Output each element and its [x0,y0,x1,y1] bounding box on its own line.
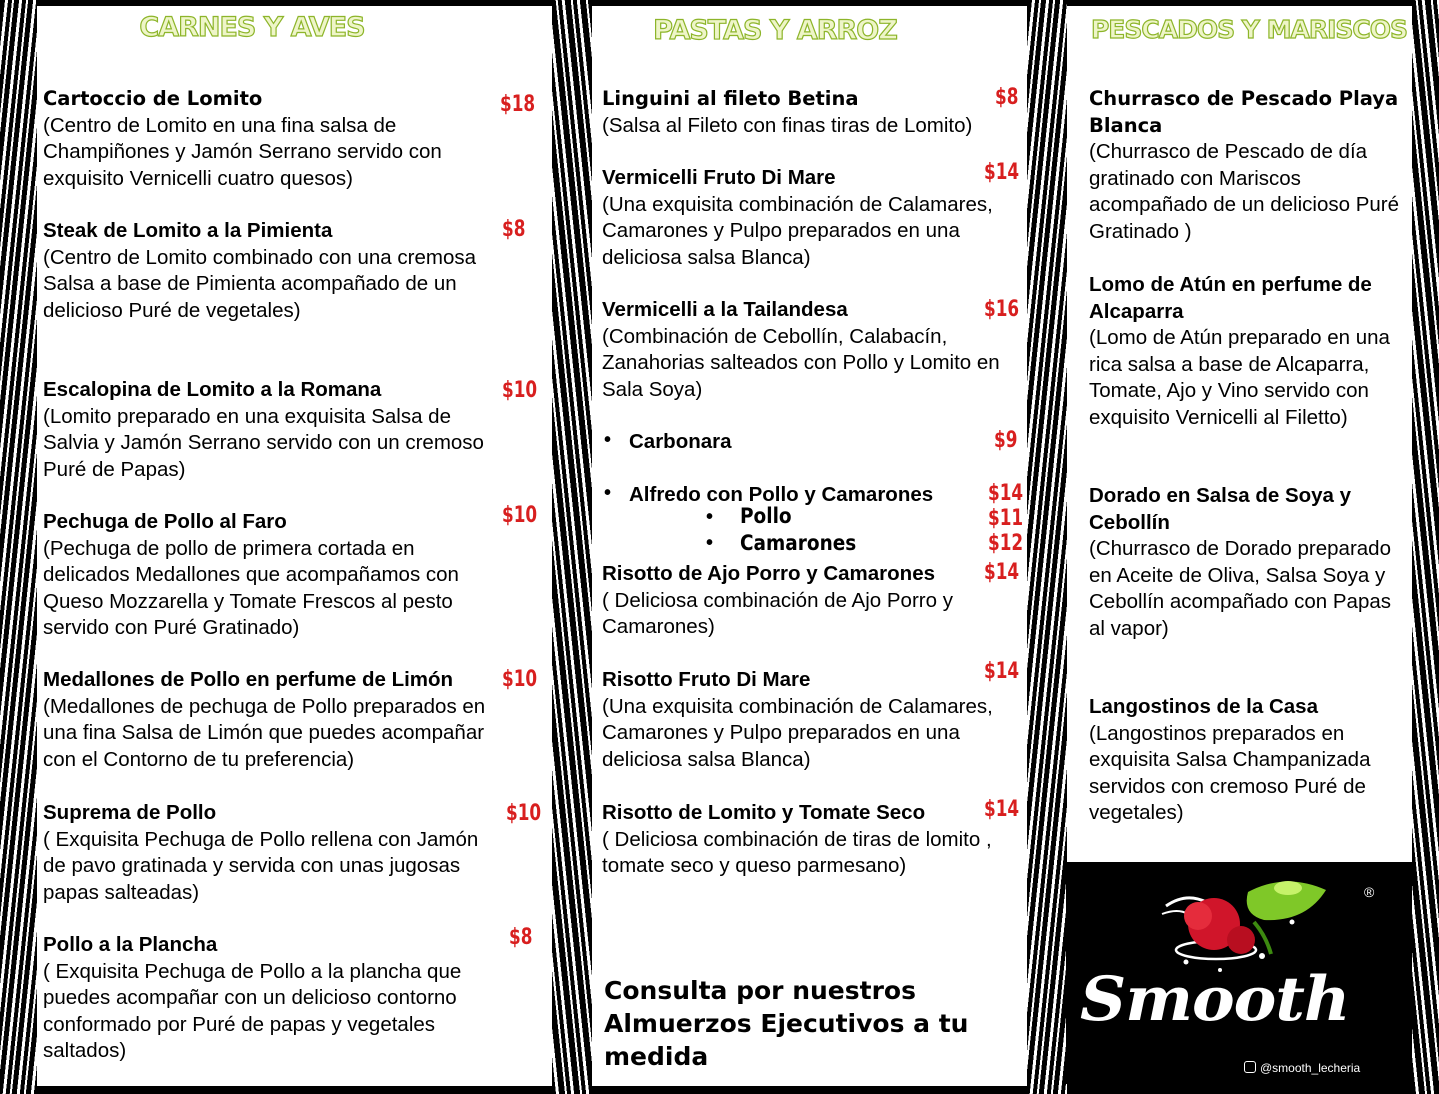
menu-item [43,377,498,483]
item-price: $10 [506,801,542,826]
item-price: $10 [502,378,538,403]
menu-item [43,509,505,642]
menu-item [602,86,1022,139]
item-price: $14 [988,481,1024,506]
item-name: Risotto de Lomito y Tomate Seco [602,801,926,824]
bullet-point: • [706,532,714,554]
item-name: Langostinos de la Casa [1089,695,1318,718]
item-name: Suprema de Pollo [43,801,217,824]
item-name: Vermicelli a la Tailandesa [602,298,848,321]
menu-item [602,297,1022,403]
item-name: Lomo de Atún en perfume de Alcaparra [1089,273,1372,323]
item-desc: (Salsa al Fileto con finas tiras de Lomito) [602,113,973,137]
item-desc: ( Deliciosa combinación de Ajo Porro y Camarones) [602,588,953,638]
menu-item [602,165,1022,271]
promo-text: Consulta por nuestros Almuerzos Ejecutivos a tu medida [604,976,969,1071]
stripe-border-mid-right [1027,0,1067,1094]
item-desc: (Churrasco de Pescado de día gratinado con Mariscos acompañado de un delicioso Puré Gratinado ) [1089,140,1399,243]
item-price: $10 [502,667,538,692]
item-desc: (Langostinos preparados en exquisita Salsa Champanizada servidos con cremoso Puré de vegetales) [1089,721,1371,824]
item-name: Medallones de Pollo en perfume de Limón [43,668,454,691]
menu-item [602,667,1022,773]
item-desc: (Churrasco de Dorado preparado en Aceite de Oliva, Salsa Soya y Cebollín acompañado con Papas al vapor) [1089,537,1392,640]
item-price: $14 [984,797,1020,822]
item-name: Steak de Lomito a la Pimienta [43,219,333,242]
item-name: Escalopina de Lomito a la Romana [43,378,382,401]
item-name: Linguini al fileto Betina [602,87,859,110]
item-price: $14 [984,160,1020,185]
item-price: $14 [984,659,1020,684]
menu-item [43,86,498,192]
item-name: Churrasco de Pescado Playa Blanca [1089,87,1399,137]
stripe-border-mid-left [552,0,592,1094]
item-price: $8 [502,217,526,242]
item-price: $16 [984,297,1020,322]
bullet-point: • [604,482,612,504]
item-desc: (Una exquisita combinación de Calamares, Camarones y Pulpo preparados en una deliciosa salsa Blanca) [602,694,993,771]
item-price: $12 [988,531,1024,556]
stripe-border-right [1412,0,1439,1094]
smooth-logo [1066,862,1412,1084]
item-price: $14 [984,560,1020,585]
item-name: Risotto de Ajo Porro y Camarones [602,562,935,585]
registered-mark: ® [1364,884,1375,900]
item-name: Carbonara [629,430,732,453]
menu-item [602,800,1024,880]
section-title-carnes: CARNES Y AVES [139,12,365,43]
item-option-name: Pollo [740,504,792,528]
item-desc: ( Exquisita Pechuga de Pollo rellena con Jamón de pavo gratinada y servida con unas jugosas papas salteadas) [43,827,479,904]
item-desc: (Combinación de Cebollín, Calabacín, Zanahorias salteados con Pollo y Lomito en Sala Soya) [602,324,1000,401]
menu-item [43,932,505,1065]
menu-item [43,800,498,906]
item-desc: (Medallones de pechuga de Pollo preparados en una fina Salsa de Limón que puedes acompañar con el Contorno de tu preferencia) [43,694,486,771]
social-handle-text: @smooth_lecheria [1260,1061,1361,1075]
menu-item [43,218,498,324]
instagram-icon [1244,1061,1256,1073]
item-name: Pollo a la Plancha [43,933,218,956]
bullet-point: • [604,429,612,451]
menu-item [1089,483,1407,642]
brand-name: Smooth [1080,963,1350,1036]
item-name: Dorado en Salsa de Soya y Cebollín [1089,484,1352,534]
section-title-pastas: PASTAS Y ARROZ [653,15,897,46]
item-desc: (Lomito preparado en una exquisita Salsa de Salvia y Jamón Serrano servido con un cremoso Puré de Papas) [43,404,484,481]
menu-item [1089,86,1407,245]
item-price: $8 [509,925,533,950]
item-name: Risotto Fruto Di Mare [602,668,811,691]
item-price: $8 [995,85,1019,110]
item-desc: ( Exquisita Pechuga de Pollo a la plancha que puedes acompañar con un delicioso contorno conformado por Puré de papas y vegetales saltados) [43,959,462,1062]
item-price: $18 [500,92,536,117]
menu-item [1089,694,1407,827]
item-name: Pechuga de Pollo al Faro [43,510,287,533]
social-handle [1244,1061,1360,1075]
item-desc: (Centro de Lomito en una fina salsa de Champiñones y Jamón Serrano servido con exquisito Vernicelli cuatro quesos) [43,113,442,190]
item-name: Cartoccio de Lomito [43,87,263,110]
menu-item [1089,272,1407,431]
bullet-point: • [706,506,714,528]
item-desc: (Una exquisita combinación de Calamares, Camarones y Pulpo preparados en una deliciosa salsa Blanca) [602,192,993,269]
menu-item [602,561,1022,641]
stripe-border-left [0,0,37,1094]
menu-item [629,429,732,456]
item-name: Vermicelli Fruto Di Mare [602,166,836,189]
section-title-pescados: PESCADOS Y MARISCOS [1090,15,1407,44]
item-desc: (Pechuga de pollo de primera cortada en delicados Medallones que acompañamos con Queso Mozzarella y Tomate Frescos al pesto servido con Puré Gratinado) [43,536,459,639]
item-price: $10 [502,503,538,528]
item-name: Alfredo con Pollo y Camarones [629,483,934,506]
menu-item [43,667,505,773]
item-desc: (Lomo de Atún preparado en una rica salsa a base de Alcaparra, Tomate, Ajo y Vino servido con exquisito Vernicelli al Filetto) [1089,326,1390,429]
item-option-name: Camarones [740,531,857,555]
item-desc: ( Deliciosa combinación de tiras de lomito , tomate seco y queso parmesano) [602,827,992,877]
item-desc: (Centro de Lomito combinado con una cremosa Salsa a base de Pimienta acompañado de un delicioso Puré de vegetales) [43,245,477,322]
item-price: $11 [988,506,1024,531]
item-price: $9 [994,428,1018,453]
